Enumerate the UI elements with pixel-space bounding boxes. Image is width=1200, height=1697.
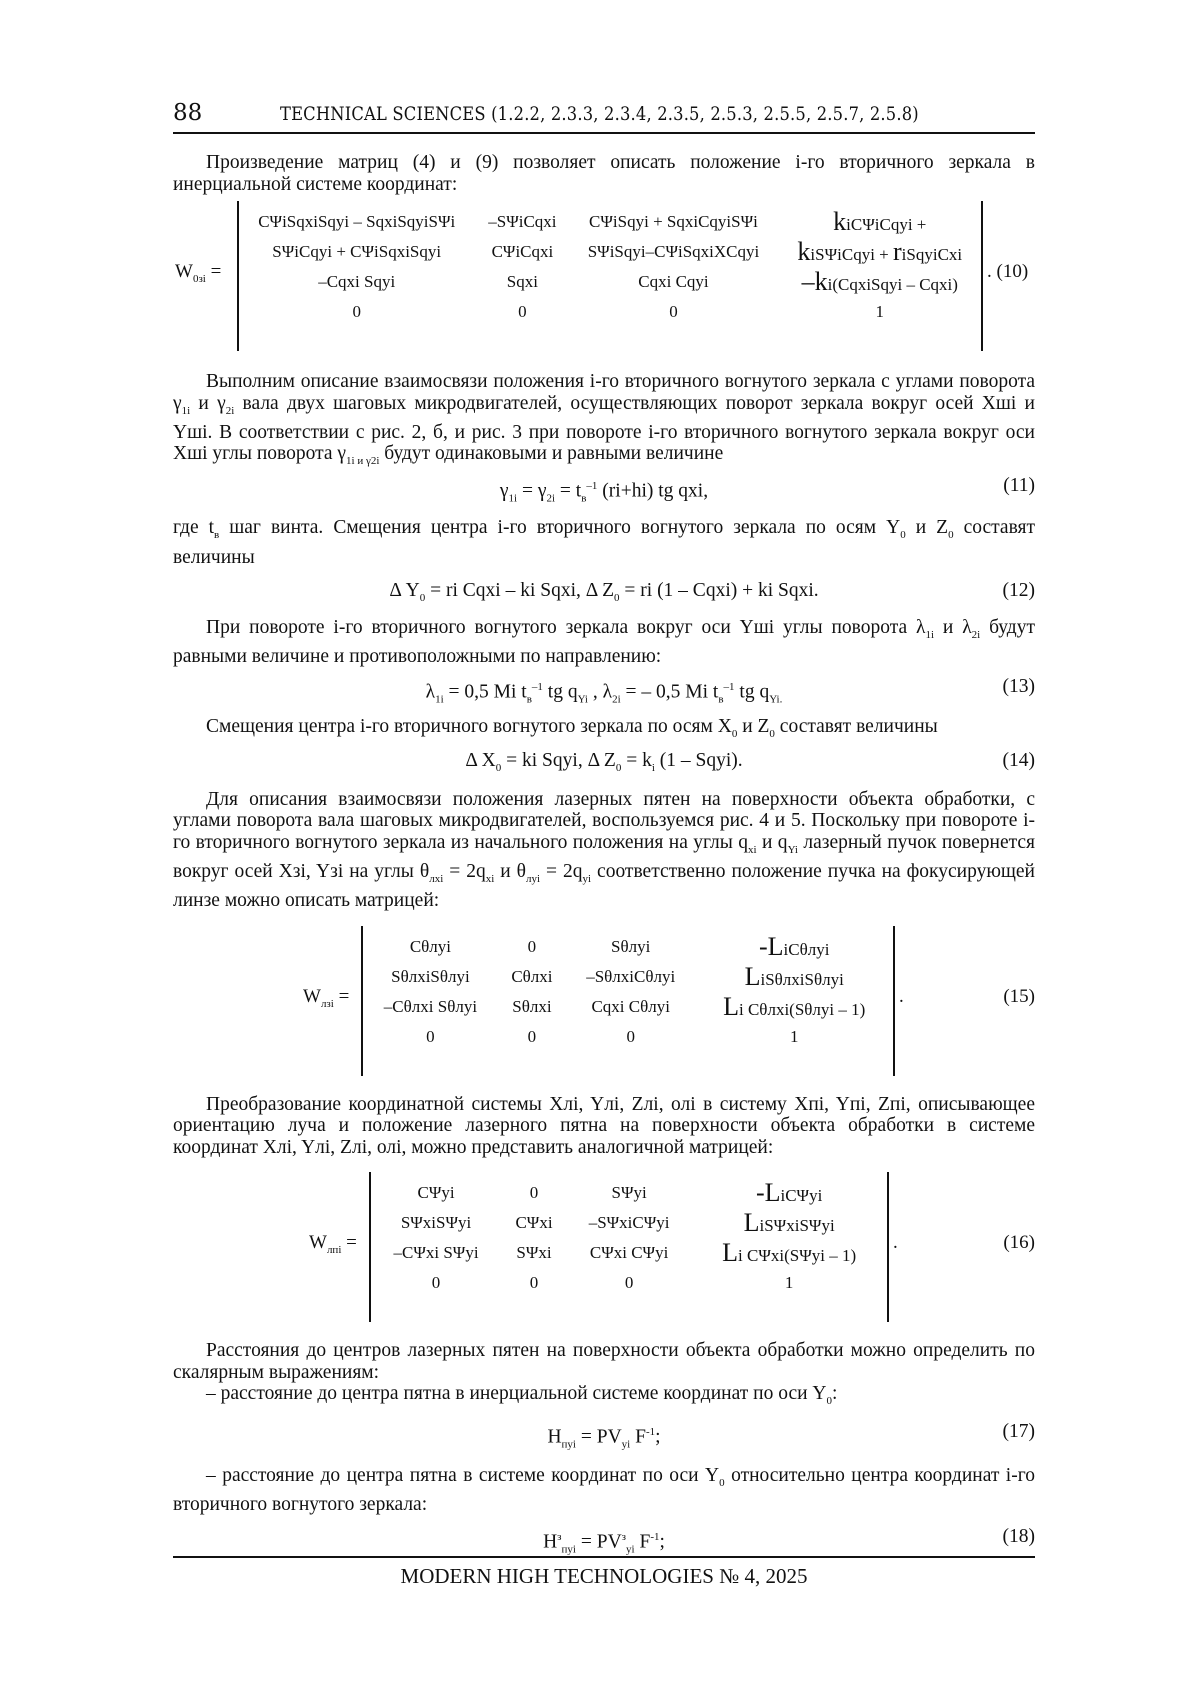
page-footer: MODERN HIGH TECHNOLOGIES № 4, 2025: [173, 1556, 1035, 1589]
paragraph-3: где $t_в$ шаг винта. Смещения центра і-го вторичного вогнутого зеркала по осям $Y_0$ и $Z_0$ составят величины: [173, 517, 1036, 568]
equation-12: Δ $Y_0$ = ri Cqxi – ki Sqxi, Δ $Z_0$ = ri (1 – Cqxi) + ki Sqxi. (12): [389, 580, 1035, 604]
equation-17: $H_{пуi} = PV_{yi}$ $F^{-1}$; (17): [547, 1420, 1035, 1451]
page-content: [173, 100, 1035, 1560]
equation-14: Δ $X_0$ = ki Sqyi, Δ $Z_0 = k_i$ (1 – Sqyi). (14): [465, 749, 1035, 774]
eq16-label: (16): [1003, 1232, 1035, 1254]
paragraph-8: Расстояния до центров лазерных пятен на поверхности объекта обработки можно определить по скалярным выражениям:: [173, 1340, 1035, 1383]
equation-16: $W_{лпі}$ = CΨyi 0 SΨyi -LiCΨyi SΨxiSΨyi CΨxi –SΨxiCΨyi LiSΨxiSΨyi –CΨxi SΨyi SΨxi CΨxi CΨyi Li CΨxi(SΨyi – 1) 0 0 0 1 . (16): [173, 1172, 1035, 1322]
eq10-lhs: $W_{0зі}$ =: [175, 261, 222, 285]
equation-13: $\lambda_{1i} = 0,5$ Mi $t_в^{-1}$ tg $q_{Yi}$ , $\lambda_{2i}$ = – 0,5 Mi $t_в^{-1}$ tg $q_{Yi.}$ (13): [425, 675, 1035, 706]
paragraph-2: Выполним описание взаимосвязи положения і-го вторичного вогнутого зеркала с углами поворота $\gamma_{1i}$ и $\gamma_{2i}$ вала двух шаговых микродвигателей, осуществляющих поворот зеркала вокруг осей Xшi и Yшi. В соответствии с рис. 2, б, и рис. 3 при повороте і-го вторичного вогнутого зеркала вокруг оси Xшi углы поворота $\gamma_{1i и \gamma 2i}$ будут одинаковыми и равными величине: [173, 371, 1035, 468]
paragraph-1: Произведение матриц (4) и (9) позволяет описать положение і-го вторичного зеркала в инерциальной системе координат:: [173, 152, 1035, 195]
equation-15: $W_{лзі}$ = Cθлуi 0 Sθлуi -LiCθлуi SθлхiSθлуi Cθлхi –SθлхiCθлуi LiSθлхiSθлуi –Cθлхi Sθлуi Sθлхi Cqxi Cθлуi Li Cθлхi(Sθлуi – 1) 0 0 0 1 . (15): [173, 926, 1035, 1076]
eq10-matrix: CΨiSqxiSqyi – SqxiSqyiSΨi –SΨiCqxi CΨiSqyi + SqxiCqyiSΨi kiCΨiCqyi + SΨiCqyi + CΨiSqxiSqyi CΨiCqxi SΨiSqyi–CΨiSqxiXCqyi kiSΨiCqyi + riSqyiCxi –Cqxi Sqyi Sqxi Cqxi Cqyi –ki(CqxiSqyi – Cqxi) 0 0 0 1: [258, 207, 963, 321]
equation-18: $H^з_{пуi} = PV^з_{yi}$ $F^{-1}$; (18): [543, 1525, 1035, 1556]
paragraph-7: Преобразование координатной системы Xлi, Yлi, Zлi, олi в систему Xпi, Yпi, Zпi, описывающее ориентацию луча и положение лазерного пятна на поверхности объекта обработки в системе координат Xлi, Yлi, Zлi, олi, можно представить аналогичной матрицей:: [173, 1093, 1035, 1158]
paragraph-6: Для описания взаимосвязи положения лазерных пятен на поверхности объекта обработки, с углами поворота вала шаговых микродвигателей, воспользуемся рис. 4 и 5. Поскольку при повороте і-го вторичного вогнутого зеркала из начального положения на углы $q_{xi}$ и $q_{Yi}$ лазерный пучок повернется вокруг осей Xзi, Yзi на углы $\theta_{лхi} = 2q_{xi}$ и $\theta_{луi} = 2q_{yi}$ соответственно положение пучка на фокусирующей линзе можно описать матрицей:: [173, 788, 1035, 912]
equation-10: [173, 201, 1035, 351]
paragraph-5: Смещения центра і-го вторичного вогнутого зеркала по осям $X_0$ и $Z_0$ составят величины: [206, 716, 938, 741]
eq16-lhs: $W_{лпі}$ =: [309, 1232, 357, 1257]
eq15-lhs: $W_{лзі}$ =: [303, 985, 350, 1010]
paragraph-4: При повороте і-го вторичного вогнутого зеркала вокруг оси Yшi углы поворота $\lambda_{1i}$ и $\lambda_{2i}$ будут равными величине и противоположными по направлению:: [173, 616, 1035, 668]
equation-11: $\gamma_{1i} = \gamma_{2i} = t_в^{-1}$ (ri+hi) tg qxi, (11): [499, 474, 1035, 505]
eq15-matrix: Cθлуi 0 Sθлуi -LiCθлуi SθлхiSθлуi Cθлхi –SθлхiCθлуi LiSθлхiSθлуi –Cθлхi Sθлуi Sθлхi Cqxi Cθлуi Li Cθлхi(Sθлуi – 1) 0 0 0 1: [383, 931, 866, 1046]
eq15-label: (15): [1003, 985, 1035, 1007]
paragraph-10: – расстояние до центра пятна в системе координат по оси $Y_0$ относительно центра координат і-го вторичного вогнутого зеркала:: [173, 1465, 1035, 1516]
journal-section-title: TECHNICAL SCIENCES (1.2.2, 2.3.3, 2.3.4, 2.3.5, 2.5.3, 2.5.5, 2.5.7, 2.5.8): [280, 103, 919, 125]
eq16-matrix: CΨyi 0 SΨyi -LiCΨyi SΨxiSΨyi CΨxi –SΨxiCΨyi LiSΨxiSΨyi –CΨxi SΨyi SΨxi CΨxi CΨyi Li CΨxi(SΨyi – 1) 0 0 0 1: [393, 1178, 857, 1293]
paragraph-9: – расстояние до центра пятна в инерциальной системе координат по оси $Y_0$:: [206, 1383, 838, 1408]
page-number: 88: [173, 100, 203, 126]
page-header: [173, 100, 1035, 134]
eq10-label: . (10): [987, 261, 1029, 282]
